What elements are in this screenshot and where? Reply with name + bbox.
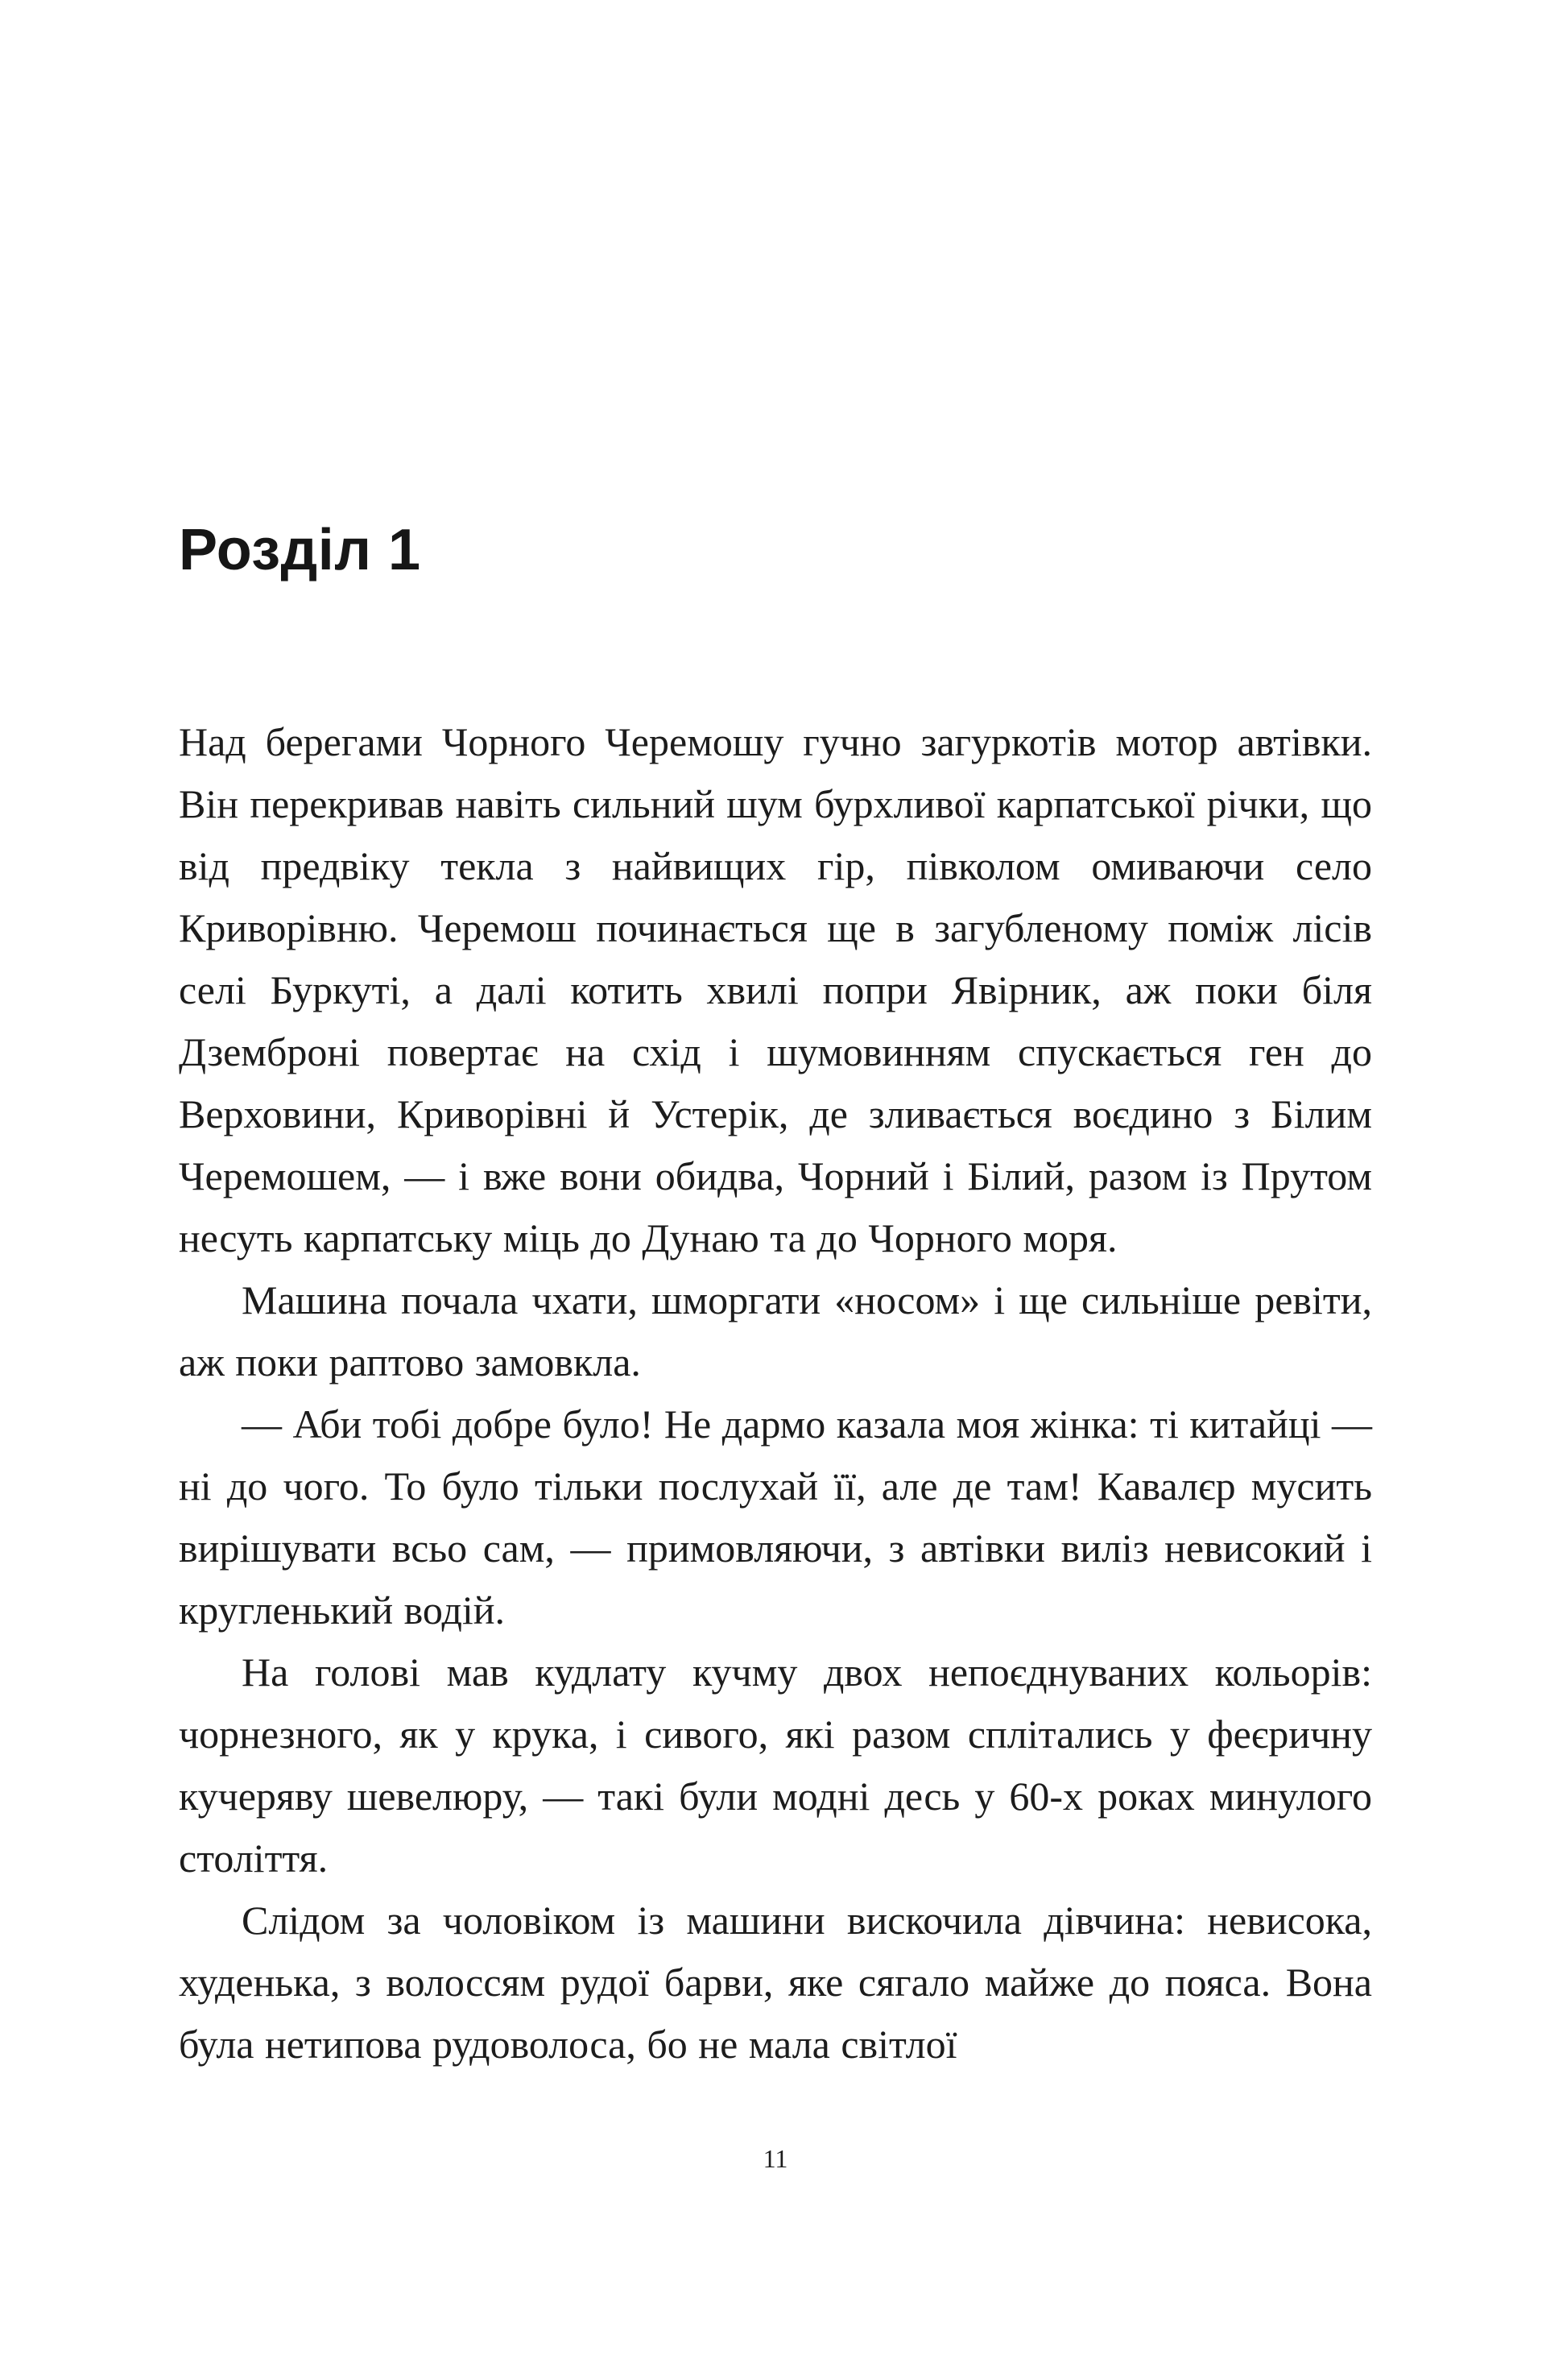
paragraph: На голові мав кудлату кучму двох непоєднуваних кольорів: чорнезного, як у крука, і сивого, які разом сплітались у феєричну кучеряву шевелюру, — такі були модні десь у 60-х роках минулого століття.: [179, 1649, 1372, 1881]
paragraph: Слідом за чоловіком із машини вискочила дівчина: невисока, худенька, з волоссям рудої барви, яке сягало майже до пояса. Вона була нетипова рудоволоса, бо не мала світлої: [179, 1898, 1372, 2067]
text-block: [179, 0, 1372, 2076]
page-number: 11: [763, 2144, 788, 2173]
chapter-title: Розділ 1: [179, 518, 421, 582]
paragraph: Машина почала чхати, шморгати «носом» і ще сильніше ревіти, аж поки раптово замовкла.: [179, 1277, 1372, 1385]
paragraph: — Аби тобі добре було! Не дармо казала моя жінка: ті китайці — ні до чого. То було тільки послухай її, але де там! Кавалєр мусить вирішувати всьо сам, — примовляючи, з автівки виліз невисокий і кругленький водій.: [179, 1401, 1372, 1633]
paragraph: Над берегами Чорного Черемошу гучно загуркотів мотор автівки. Він перекривав навіть сильний шум бурхливої карпатської річки, що від предвіку текла з найвищих гір, півколом омиваючи село Криворівню. Черемош починається ще в загубленому поміж лісів селі Буркуті, а далі котить хвилі попри Явірник, аж поки біля Дземброні повертає на схід і шумовинням спускається ген до Верховини, Криворівні й Устерік, де зливається воєдино з Білим Черемошем, — і вже вони обидва, Чорний і Білий, разом із Прутом несуть карпатську міць до Дунаю та до Чорного моря.: [179, 719, 1372, 1260]
body-text: [179, 711, 1372, 2076]
